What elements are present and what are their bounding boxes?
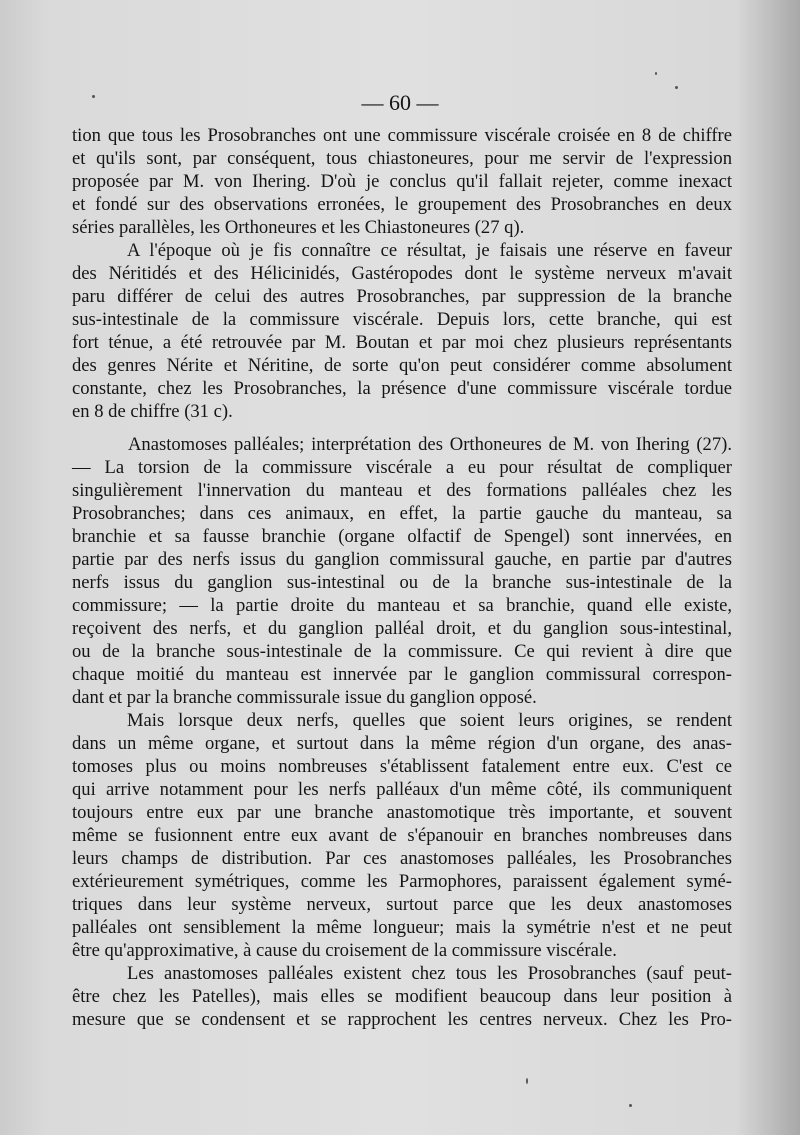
text-line: même se fusionnent entre eux avant de s'épanouir en branches nombreuses dans bbox=[72, 825, 732, 846]
text-line: des Néritidés et des Hélicinidés, Gastéropodes dont le système nerveux m'avait bbox=[72, 263, 732, 284]
section-heading: Anastomoses palléales; interprétation des Orthoneures de M. von Ihering (27). bbox=[128, 434, 732, 455]
text-line: paru différer de celui des autres Prosobranches, par suppression de la branche bbox=[72, 286, 732, 307]
text-line: commissure; — la partie droite du manteau et sa branchie, quand elle existe, bbox=[72, 595, 732, 616]
text-line: — La torsion de la commissure viscérale a eu pour résultat de compliquer bbox=[72, 457, 732, 478]
text-line: branchie et sa fausse branchie (organe olfactif de Spengel) sont innervées, en bbox=[72, 526, 732, 547]
paragraph-4 bbox=[72, 709, 732, 962]
text-line: constante, chez les Prosobranches, la présence d'une commissure viscérale tordue bbox=[72, 378, 732, 399]
text-line: être qu'approximative, à cause du croisement de la commissure viscérale. bbox=[72, 940, 617, 961]
text-line: dans un même organe, et surtout dans la même région d'un organe, des anas- bbox=[72, 733, 732, 754]
paper-speck bbox=[675, 86, 678, 89]
text-line: triques dans leur système nerveux, surtout parce que les deux anastomoses bbox=[72, 894, 732, 915]
text-line: dant et par la branche commissurale issue du ganglion opposé. bbox=[72, 687, 537, 708]
text-line: Les anastomoses palléales existent chez tous les Prosobranches (sauf peut- bbox=[127, 963, 732, 984]
text-line: tion que tous les Prosobranches ont une commissure viscérale croisée en 8 de chiffre bbox=[72, 125, 732, 146]
paragraph-1 bbox=[72, 124, 732, 239]
text-line: nerfs issus du ganglion sus-intestinal ou de la branche sus-intestinale de la bbox=[72, 572, 732, 593]
text-line: tomoses plus ou moins nombreuses s'établissent fatalement entre eux. C'est ce bbox=[72, 756, 732, 777]
page-number: — 60 — bbox=[361, 90, 439, 115]
text-line: extérieurement symétriques, comme les Parmophores, paraissent également symé- bbox=[72, 871, 732, 892]
text-line: leurs champs de distribution. Par ces anastomoses palléales, les Prosobranches bbox=[72, 848, 732, 869]
text-line: chaque moitié du manteau est innervée par le ganglion commissural correspon- bbox=[72, 664, 732, 685]
text-line: et qu'ils sont, par conséquent, tous chiastoneures, pour me servir de l'expression bbox=[72, 148, 732, 169]
text-line: singulièrement l'innervation du manteau et des formations palléales chez les bbox=[72, 480, 732, 501]
text-line: reçoivent des nerfs, et du ganglion palléal droit, et du ganglion sous-intestinal, bbox=[72, 618, 732, 639]
text-line: des genres Nérite et Néritine, de sorte qu'on peut considérer comme absolument bbox=[72, 355, 732, 376]
body-text bbox=[72, 124, 732, 1031]
text-line: séries parallèles, les Orthoneures et les Chiastoneures (27 q). bbox=[72, 217, 525, 238]
text-line: fort ténue, a été retrouvée par M. Boutan et par moi chez plusieurs représentants bbox=[72, 332, 732, 353]
text-line: palléales ont sensiblement la même longueur; mais la symétrie n'est et ne peut bbox=[72, 917, 732, 938]
section-gap bbox=[72, 423, 732, 433]
text-line: mesure que se condensent et se rapprochent les centres nerveux. Chez les Pro- bbox=[72, 1009, 732, 1030]
text-line: partie par des nerfs issus du ganglion commissural gauche, en partie par d'autres bbox=[72, 549, 732, 570]
paper-speck bbox=[629, 1104, 632, 1107]
text-line: proposée par M. von Ihering. D'où je conclus qu'il fallait rejeter, comme inexact bbox=[72, 171, 732, 192]
text-line: A l'époque où je fis connaître ce résultat, je faisais une réserve en faveur bbox=[127, 240, 732, 261]
paper-speck bbox=[526, 1078, 528, 1084]
text-line: être chez les Patelles), mais elles se modifient beaucoup dans leur position à bbox=[72, 986, 732, 1007]
paper-speck bbox=[92, 95, 95, 98]
paper-speck bbox=[655, 72, 657, 75]
text-line: ou de la branche sous-intestinale de la commissure. Ce qui revient à dire que bbox=[72, 641, 732, 662]
text-line: et fondé sur des observations erronées, le groupement des Prosobranches en deux bbox=[72, 194, 732, 215]
text-line: qui arrive notamment pour les nerfs palléaux d'un même côté, ils communiquent bbox=[72, 779, 732, 800]
text-line: sus-intestinale de la commissure viscérale. Depuis lors, cette branche, qui est bbox=[72, 309, 732, 330]
paragraph-5 bbox=[72, 962, 732, 1031]
text-line: Prosobranches; dans ces animaux, en effet, la partie gauche du manteau, sa bbox=[72, 503, 732, 524]
text-line: toujours entre eux par une branche anastomotique très importante, et souvent bbox=[72, 802, 732, 823]
text-line: en 8 de chiffre (31 c). bbox=[72, 401, 233, 422]
paragraph-3 bbox=[72, 433, 732, 709]
text-line: Mais lorsque deux nerfs, quelles que soient leurs origines, se rendent bbox=[127, 710, 732, 731]
paragraph-2 bbox=[72, 239, 732, 423]
